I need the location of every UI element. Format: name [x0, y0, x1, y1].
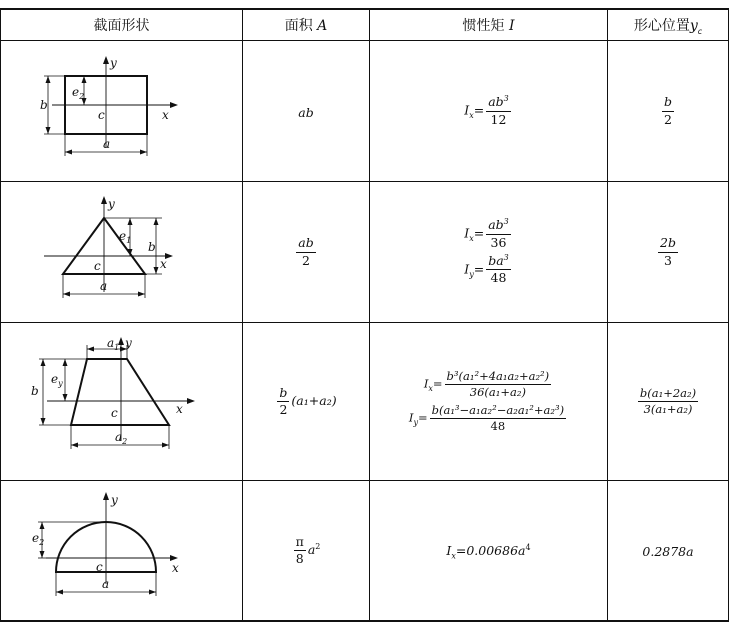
label-e: $e_2$: [71, 85, 84, 101]
header-inertia: 惯性矩 I: [370, 9, 608, 41]
inertia-cell: $I_x=$ $\frac{ab^3}{12}$: [370, 41, 608, 182]
label-b: b: [147, 240, 156, 254]
label-a: a: [99, 279, 107, 293]
shape-cell: [1, 481, 243, 622]
label-c: c: [110, 405, 118, 420]
label-x: x: [159, 257, 167, 271]
trapezoid-section-diagram: [27, 337, 217, 467]
centroid-cell: $\frac{2b}{3}$: [608, 182, 729, 323]
label-b: b: [39, 98, 48, 112]
centroid-cell: $\frac{b}{2}$: [608, 41, 729, 182]
label-c: c: [97, 108, 105, 122]
area-cell: $\frac{ab}{2}$: [243, 182, 370, 323]
table-row: [1, 481, 729, 622]
centroid-cell: 0.2878a: [608, 481, 729, 622]
table-header-row: [1, 9, 729, 41]
header-shape: 截面形状: [1, 9, 243, 41]
label-b: b: [30, 383, 39, 398]
shape-cell: [1, 323, 243, 481]
label-x: x: [161, 108, 169, 122]
table-row: [1, 323, 729, 481]
centroid-cell: $\frac{\text{b(a₁+2a₂)}}{\text{3(a₁+a₂)}}$: [608, 323, 729, 481]
label-x: x: [171, 560, 179, 575]
area-cell: $\frac{\pi}{8}$ $a^2$: [243, 481, 370, 622]
label-e: $e_2$: [31, 530, 44, 547]
triangle-section-diagram: [32, 196, 212, 308]
inertia-cell: $I_x=$ $\frac{ab^3}{36}$ $I_y=$ $\frac{ba^3}{48}$: [370, 182, 608, 323]
label-a1: $a_1$: [106, 336, 119, 352]
table-row: [1, 182, 729, 323]
label-a: a: [102, 137, 110, 151]
inertia-cell: $I_x=$ $\frac{\text{b³(a₁²+4a₁a₂+a₂²)}}{\text{36(a₁+a₂)}}$ $I_y=$ $\frac{\text{b(a₁³−a₁a₂²−a₂a₁²+a₂³)}}{48}$: [370, 323, 608, 481]
rectangle-section-diagram: [32, 56, 212, 166]
area-cell: ab: [243, 41, 370, 182]
label-a: a: [101, 576, 109, 591]
label-c: c: [95, 559, 103, 574]
section-properties-table: [0, 8, 729, 622]
label-x: x: [175, 401, 183, 416]
label-a2: $a_2$: [114, 429, 127, 446]
label-y: y: [110, 492, 118, 507]
label-e: $e_1$: [118, 229, 131, 245]
header-centroid: 形心位置$y_c$: [608, 9, 729, 41]
shape-cell: [1, 182, 243, 323]
area-cell: $\frac{b}{2}$ (a₁+a₂): [243, 323, 370, 481]
table-row: [1, 41, 729, 182]
label-e: $e_y$: [50, 371, 63, 388]
inertia-cell: $I_x=0.00686a^4$: [370, 481, 608, 622]
label-y: y: [109, 56, 117, 70]
shape-cell: [1, 41, 243, 182]
label-y: y: [107, 197, 115, 211]
label-c: c: [93, 259, 101, 273]
header-area: 面积 A: [243, 9, 370, 41]
semicircle-section-diagram: [32, 492, 212, 610]
label-y: y: [124, 336, 132, 350]
